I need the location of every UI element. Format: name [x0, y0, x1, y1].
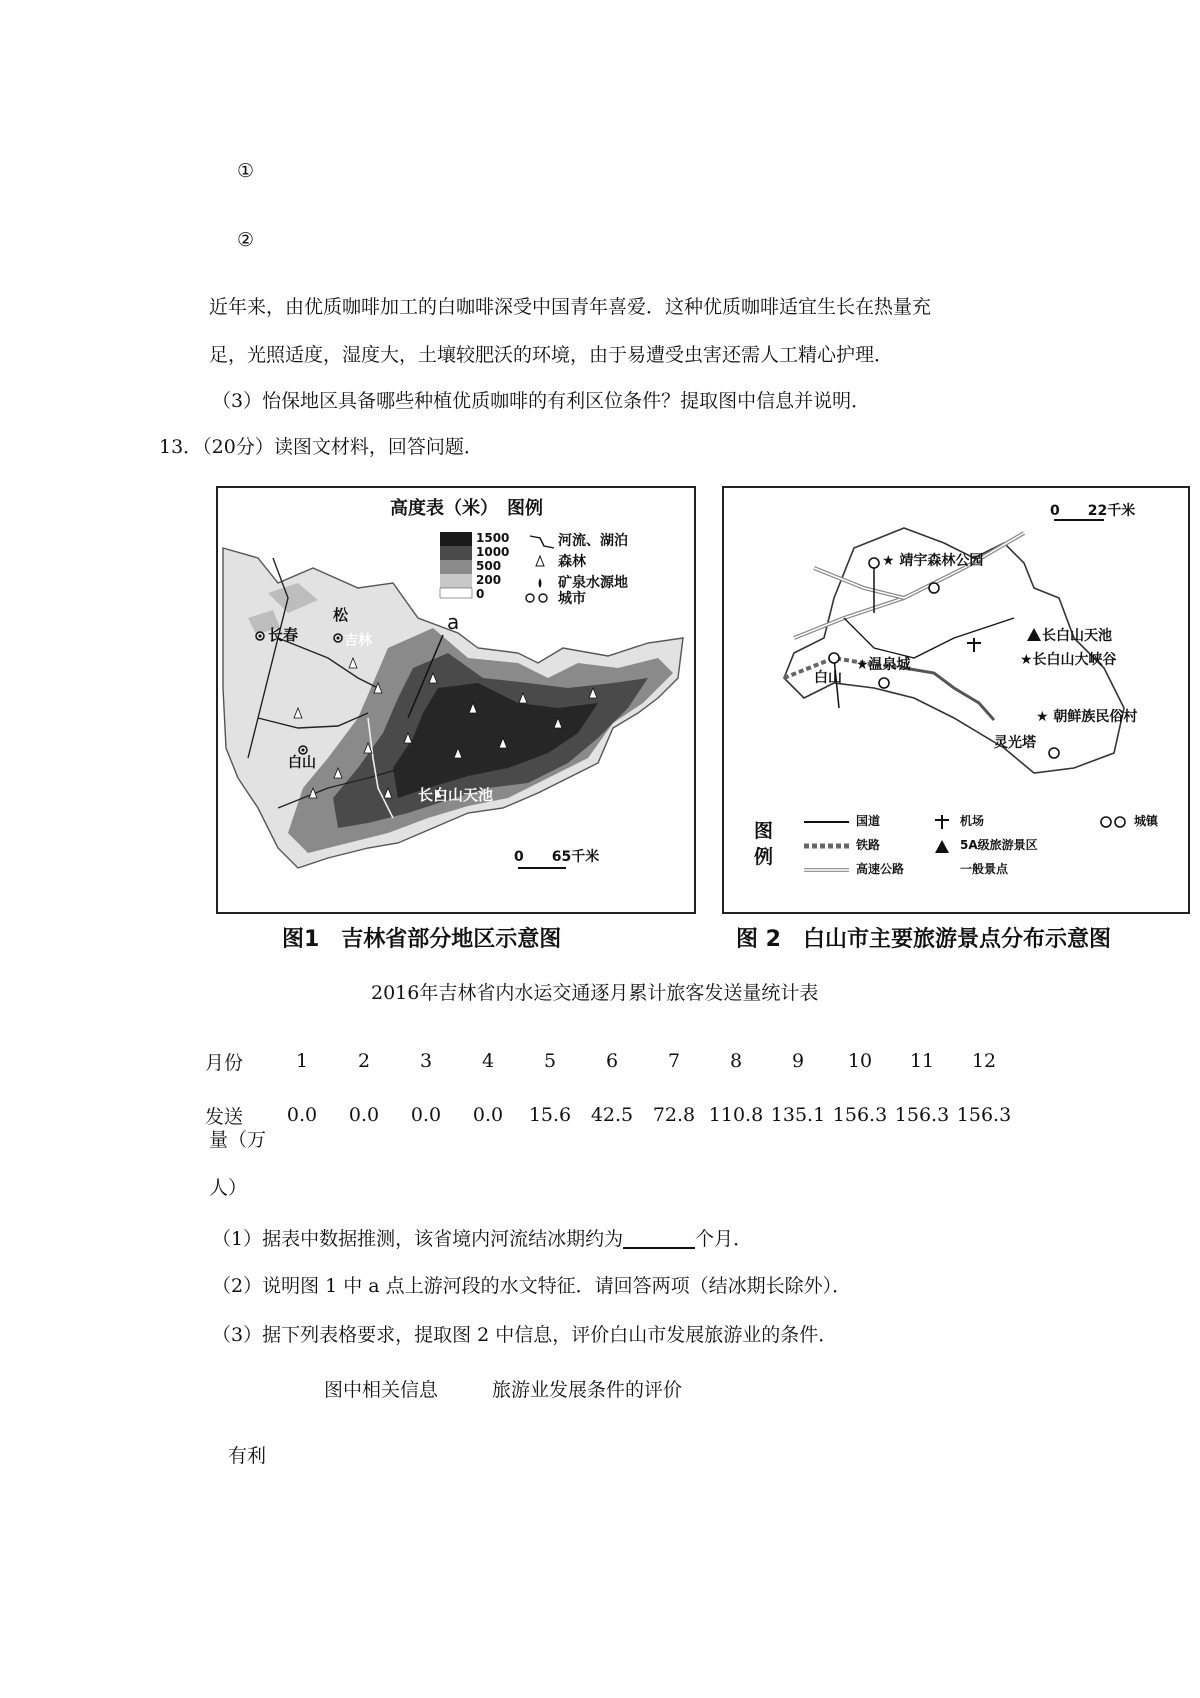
legend-forest: 森林 [558, 554, 586, 570]
label-baishan: 白山 [288, 755, 316, 771]
value-cell: 0.0 [472, 1104, 504, 1126]
label-lingguang: 灵光塔 [994, 735, 1036, 751]
value-cell: 156.3 [894, 1104, 950, 1126]
value-cell: 0.0 [286, 1104, 318, 1126]
figure-2-legend-title: 图例 [754, 820, 774, 868]
label-tianchi: 长白山天池 [418, 786, 494, 804]
month-cell: 12 [971, 1050, 997, 1072]
figure-1-caption: 图1 吉林省部分地区示意图 [282, 927, 562, 952]
month-cell: 3 [419, 1050, 433, 1072]
legend-city: 城市 [558, 591, 586, 607]
value-cell: 156.3 [956, 1104, 1012, 1126]
figure-1-legend-title: 高度表（米） 图例 [390, 498, 543, 519]
figure-2-scale: 0 22千米 [1050, 503, 1136, 519]
figure-2-caption: 图 2 白山市主要旅游景点分布示意图 [736, 927, 1111, 952]
eval-col-assessment: 旅游业发展条件的评价 [492, 1379, 683, 1401]
label-jingyu: ★ 靖宇森林公园 [882, 553, 984, 569]
month-cell: 11 [909, 1050, 935, 1072]
value-cell: 72.8 [652, 1104, 696, 1126]
month-cell: 1 [295, 1050, 309, 1072]
month-cell: 5 [543, 1050, 557, 1072]
month-cell: 8 [729, 1050, 743, 1072]
label-jilin: 吉林 [344, 633, 372, 649]
legend-5a: 5A级旅游景区 [960, 838, 1038, 852]
option-2: ② [237, 229, 255, 251]
eval-col-info: 图中相关信息 [324, 1379, 439, 1401]
label-wenquan: ★温泉城 [856, 657, 911, 673]
question-13-header: 13．（20分）读图文材料，回答问题． [159, 436, 483, 458]
question-12-3: （3）怡保地区具备哪些种植优质咖啡的有利区位条件？提取图中信息并说明． [212, 390, 871, 412]
figure-1-map [216, 486, 696, 914]
month-cell: 10 [847, 1050, 873, 1072]
elev-1500: 1500 [476, 531, 510, 545]
passenger-table [205, 1034, 1015, 1142]
figure-2-map [722, 486, 1190, 914]
legend-railway: 铁路 [856, 838, 881, 852]
legend-general-spot: 一般景点 [960, 862, 1009, 876]
row-label-month: 月份 [205, 1051, 244, 1074]
table-title: 2016年吉林省内水运交通逐月累计旅客发送量统计表 [371, 982, 819, 1004]
option-1: ① [237, 160, 255, 182]
legend-river: 河流、湖泊 [558, 533, 628, 549]
row-label-send-cont-2: 人） [209, 1177, 248, 1199]
label-point-a: a [447, 610, 460, 634]
row-label-send: 发送 [205, 1105, 244, 1128]
elev-500: 500 [476, 559, 502, 573]
value-cell: 156.3 [832, 1104, 888, 1126]
elev-200: 200 [476, 573, 502, 587]
month-cell: 9 [791, 1050, 805, 1072]
question-1-text: （1）据表中数据推测，该省境内河流结冰期约为 [212, 1228, 624, 1250]
legend-town: 城镇 [1134, 814, 1159, 828]
question-2: （2）说明图 1 中 a 点上游河段的水文特征．请回答两项（结冰期长除外）． [212, 1275, 852, 1297]
intro-line-2: 足，光照适度，湿度大，土壤较肥沃的环境，由于易遭受虫害还需人工精心护理． [209, 344, 894, 366]
legend-spring: 矿泉水源地 [558, 575, 628, 591]
legend-expressway: 高速公路 [856, 862, 905, 876]
month-cell: 7 [667, 1050, 681, 1072]
label-daxiagu: ★长白山大峡谷 [1020, 652, 1117, 668]
elev-1000: 1000 [476, 545, 510, 559]
row-label-send-cont-1: 量（万 [209, 1129, 267, 1151]
legend-national-road: 国道 [856, 814, 881, 828]
intro-line-1: 近年来，由优质咖啡加工的白咖啡深受中国青年喜爱．这种优质咖啡适宜生长在热量充 [209, 296, 932, 318]
label-tianchi-2: 长白山天池 [1042, 628, 1112, 644]
label-changchun: 长春 [268, 626, 299, 644]
month-cell: 6 [605, 1050, 619, 1072]
question-1-suffix: 个月． [695, 1228, 753, 1250]
value-cell: 15.6 [528, 1104, 572, 1126]
value-cell: 42.5 [590, 1104, 634, 1126]
label-minsu: ★ 朝鲜族民俗村 [1036, 709, 1138, 725]
figure-1-scale: 0 65千米 [514, 849, 600, 865]
label-song: 松 [333, 606, 349, 624]
table-row-months [205, 1034, 1015, 1088]
elev-0: 0 [476, 587, 485, 601]
question-1 [212, 1229, 752, 1249]
value-cell: 135.1 [770, 1104, 826, 1126]
value-cell: 0.0 [410, 1104, 442, 1126]
table-row-values [205, 1088, 1015, 1142]
label-baishan-city: 白山 [814, 670, 842, 686]
eval-row-favorable: 有利 [228, 1445, 267, 1467]
legend-airport: 机场 [960, 814, 985, 828]
answer-blank[interactable] [623, 1229, 695, 1249]
value-cell: 110.8 [708, 1104, 764, 1126]
value-cell: 0.0 [348, 1104, 380, 1126]
month-cell: 4 [481, 1050, 495, 1072]
question-3: （3）据下列表格要求，提取图 2 中信息，评价白山市发展旅游业的条件． [212, 1324, 838, 1346]
month-cell: 2 [357, 1050, 371, 1072]
